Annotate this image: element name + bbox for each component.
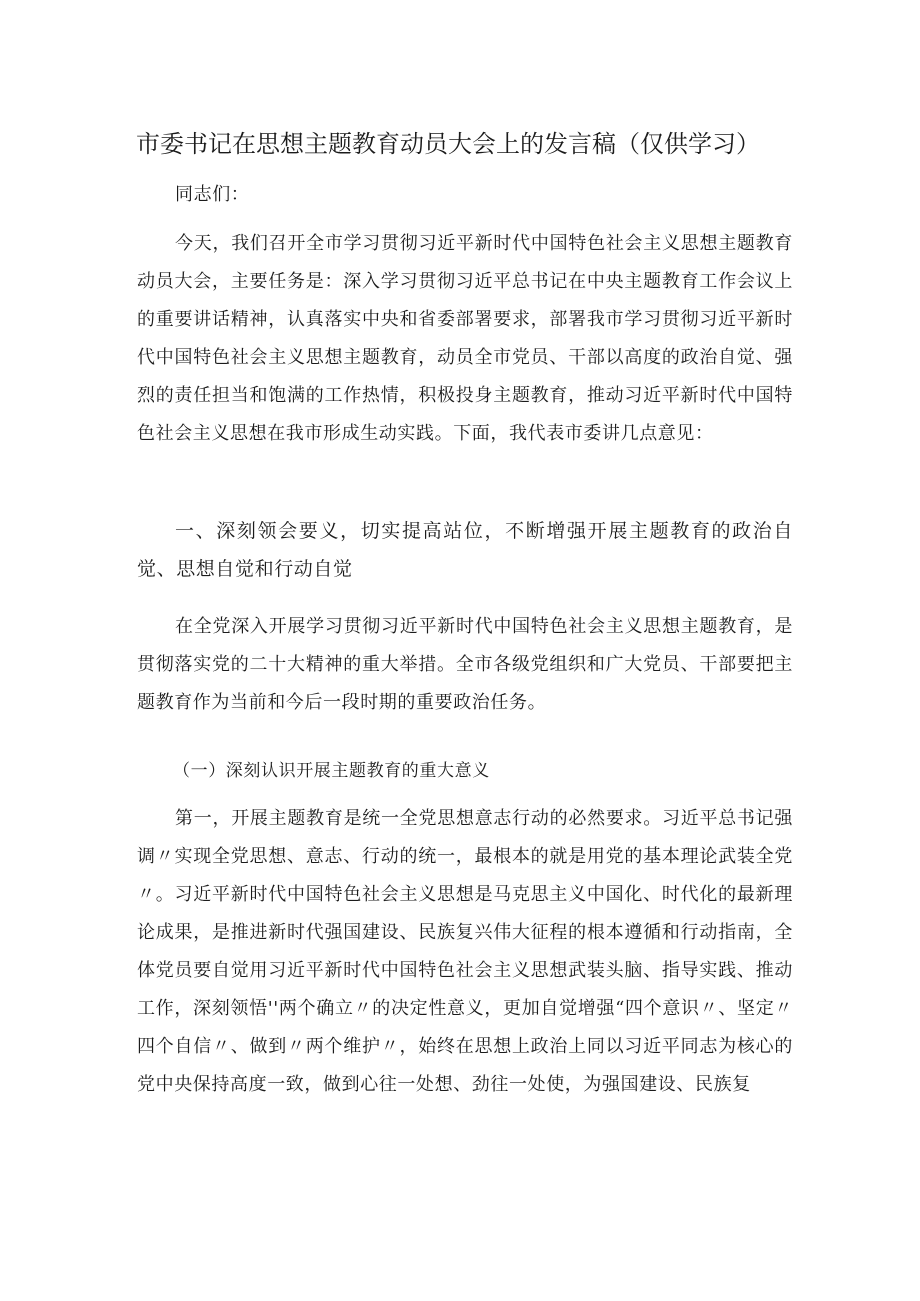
- paragraph-section-1: 在全党深入开展学习贯彻习近平新时代中国特色社会主义思想主题教育，是贯彻落实党的二十大精神的重大举措。全市各级党组织和广大党员、干部要把主题教育作为当前和今后一段时期的重要政治任务。: [137, 616, 793, 713]
- salutation: 同志们：: [175, 184, 250, 205]
- paragraph-intro: 今天，我们召开全市学习贯彻习近平新时代中国特色社会主义思想主题教育动员大会，主要任务是：深入学习贯彻习近平总书记在中央主题教育工作会议上的重要讲话精神，认真落实中央和省委部署要求，部署我市学习贯彻习近平新时代中国特色社会主义思想主题教育，动员全市党员、干部以高度的政治自觉、强烈的责任担当和饱满的工作热情，积极投身主题教育，推动习近平新时代中国特色社会主义思想在我市形成生动实践。下面，我代表市委讲几点意见：: [137, 233, 793, 444]
- subsection-heading-1: （一）深刻认识开展主题教育的重大意义: [173, 761, 490, 781]
- section-heading-1: 一、深刻领会要义，切实提高站位，不断增强开展主题教育的政治自觉、思想自觉和行动自觉: [137, 520, 793, 580]
- document-title: 市委书记在思想主题教育动员大会上的发言稿（仅供学习）: [136, 130, 760, 158]
- paragraph-first-point: 第一，开展主题教育是统一全党思想意志行动的必然要求。习近平总书记强调〃实现全党思想、意志、行动的统一，最根本的就是用党的基本理论武装全党〃。习近平新时代中国特色社会主义思想是马克思主义中国化、时代化的最新理论成果，是推进新时代强国建设、民族复兴伟大征程的根本遵循和行动指南，全体党员要自觉用习近平新时代中国特色社会主义思想武装头脑、指导实践、推动工作，深刻领悟''两个确立〃的决定性意义，更加自觉增强“四个意识〃、坚定〃四个自信〃、做到〃两个维护〃，始终在思想上政治上同以习近平同志为核心的党中央保持高度一致，做到心往一处想、劲往一处使，为强国建设、民族复: [137, 808, 793, 1095]
